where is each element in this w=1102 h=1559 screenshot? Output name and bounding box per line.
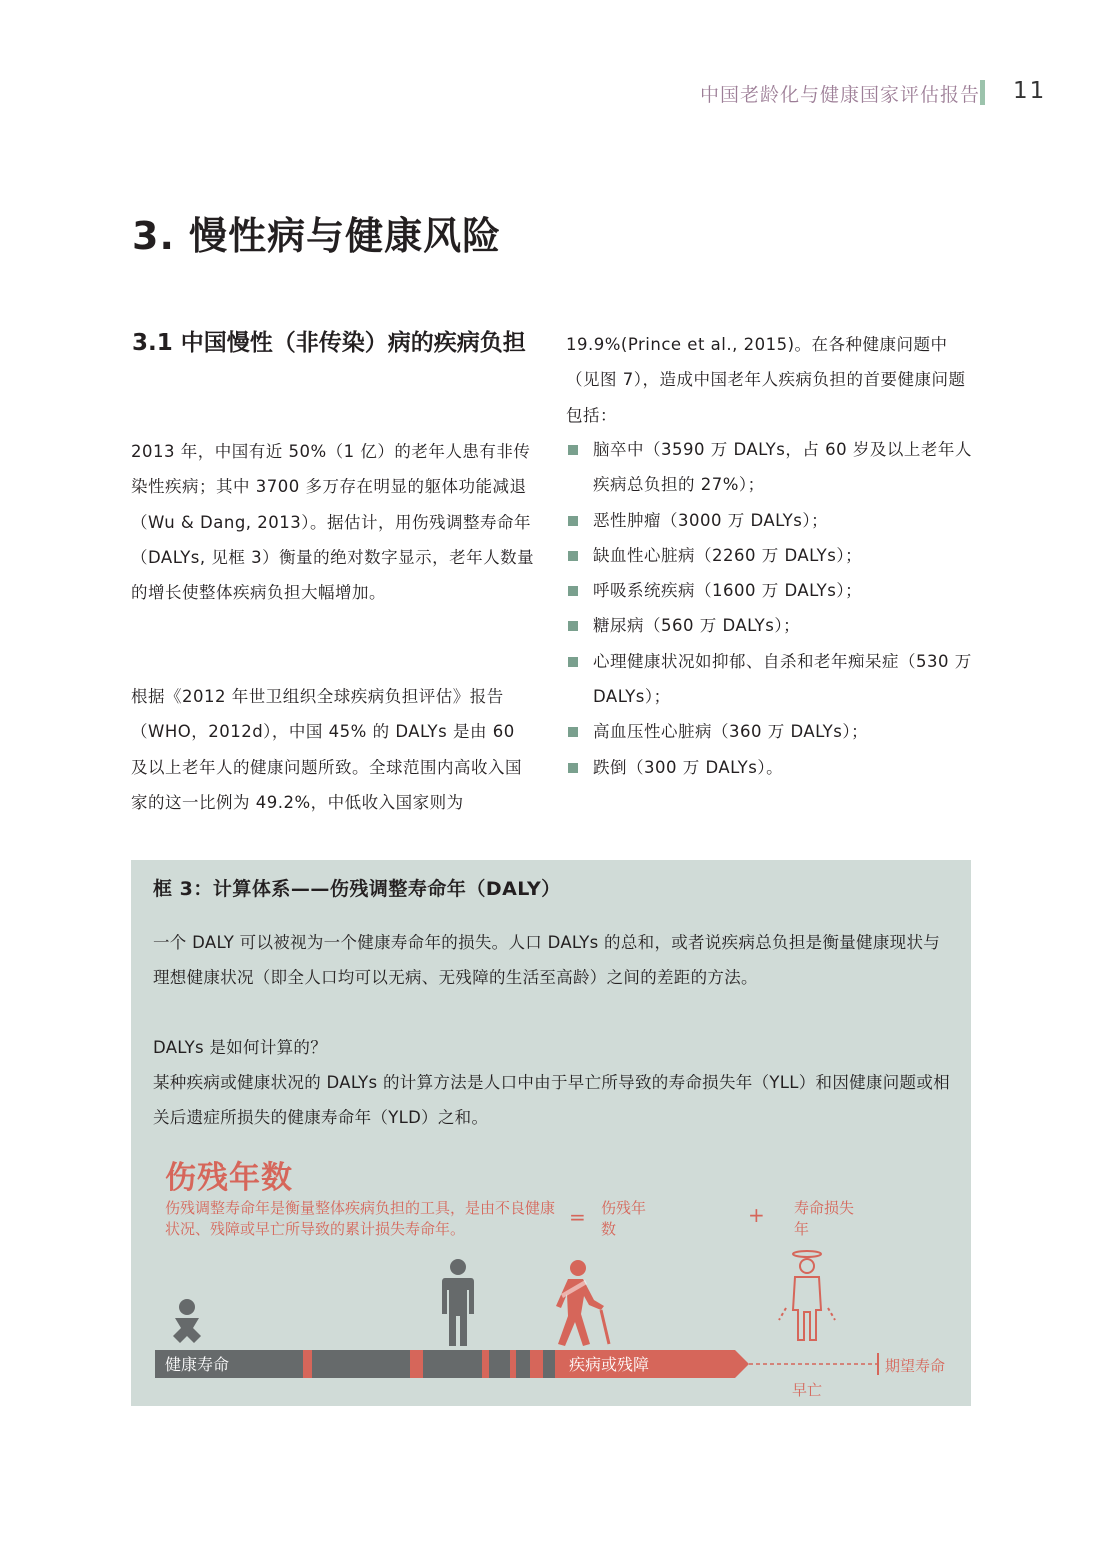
life-course-diagram xyxy=(131,1250,971,1406)
baby-icon xyxy=(173,1299,201,1343)
bullet-square-icon xyxy=(568,445,578,455)
infographic-description: 伤残调整寿命年是衡量整体疾病负担的工具，是由不良健康状况、残障或早亡所导致的累计损失寿命年。 xyxy=(165,1199,556,1238)
list-item: 心理健康状况如抑郁、自杀和老年痴呆症（530 万 DALYs）； xyxy=(566,644,976,715)
list-item: 呼吸系统疾病（1600 万 DALYs）； xyxy=(566,573,976,608)
illness-stripe xyxy=(410,1350,423,1378)
page-number: 11 xyxy=(1013,78,1047,104)
list-item: 恶性肿瘤（3000 万 DALYs）； xyxy=(566,503,976,538)
illness-stripe xyxy=(482,1350,489,1378)
illness-stripe xyxy=(510,1350,516,1378)
paragraph-2: 根据《2012 年世卫组织全球疾病负担评估》报告（WHO，2012d），中国 45% 的 DALYs 是由 60 及以上老年人的健康问题所致。全球范围内高收入国家的这一比例为 49.2%，中低收入国家则为 xyxy=(131,687,522,812)
health-problem-list xyxy=(566,432,976,785)
bullet-square-icon xyxy=(568,621,578,631)
list-item: 跌倒（300 万 DALYs）。 xyxy=(566,750,976,785)
paragraph-1: 2013 年，中国有近 50%（1 亿）的老年人患有非传染性疾病；其中 3700 多万存在明显的躯体功能减退（Wu & Dang, 2013）。据估计，用伤残调整寿命年（DALYs, 见框 3）衡量的绝对数字显示，老年人数量的增长使整体疾病负担大幅增加。 xyxy=(131,442,535,603)
list-item: 脑卒中（3590 万 DALYs，占 60 岁及以上老年人疾病总负担的 27%）； xyxy=(566,432,976,503)
running-header-title: 中国老龄化与健康国家评估报告 xyxy=(700,84,981,106)
illness-stripe xyxy=(530,1350,543,1378)
illness-stripe xyxy=(303,1350,312,1378)
bullet-square-icon xyxy=(568,516,578,526)
header-divider xyxy=(980,80,985,105)
list-item: 缺血性心脏病（2260 万 DALYs）； xyxy=(566,538,976,573)
halo-person-icon xyxy=(779,1251,835,1340)
bullet-square-icon xyxy=(568,657,578,667)
bullet-square-icon xyxy=(568,586,578,596)
bullet-square-icon xyxy=(568,551,578,561)
list-item: 糖尿病（560 万 DALYs）； xyxy=(566,608,976,643)
box-paragraph-1: 一个 DALY 可以被视为一个健康寿命年的损失。人口 DALYs 的总和，或者说疾病总负担是衡量健康现状与理想健康状况（即全人口均可以无病、无残障的生活至高龄）之间的差距的方法。 xyxy=(153,933,941,988)
plus-sign: + xyxy=(748,1203,765,1227)
life-expectancy-label: 期望寿命 xyxy=(885,1357,946,1375)
equals-sign: = xyxy=(569,1205,586,1229)
bullet-square-icon xyxy=(568,727,578,737)
yll-label: 寿命损失年 xyxy=(794,1199,855,1238)
daly-info-box xyxy=(131,860,971,1406)
paragraph-3: 19.9%(Prince et al., 2015)。在各种健康问题中（见图 7），造成中国老年人疾病负担的首要健康问题包括： xyxy=(566,335,966,425)
box-question: DALYs 是如何计算的？ xyxy=(153,1038,328,1057)
disease-label: 疾病或残障 xyxy=(569,1355,650,1374)
healthy-life-label: 健康寿命 xyxy=(165,1355,230,1374)
adult-icon xyxy=(442,1259,474,1346)
early-death-label: 早亡 xyxy=(792,1381,823,1399)
box-title: 框 3：计算体系——伤残调整寿命年（DALY） xyxy=(153,878,561,900)
infographic-title: 伤残年数 xyxy=(165,1160,293,1196)
section-title: 3.1 中国慢性（非传染）病的疾病负担 xyxy=(132,330,526,356)
list-item: 高血压性心脏病（360 万 DALYs）； xyxy=(566,714,976,749)
bullet-square-icon xyxy=(568,763,578,773)
injured-person-icon xyxy=(556,1260,609,1346)
box-paragraph-2: 某种疾病或健康状况的 DALYs 的计算方法是人口中由于早亡所导致的寿命损失年（YLL）和因健康问题或相关后遗症所损失的健康寿命年（YLD）之和。 xyxy=(153,1073,950,1128)
chapter-title: 3. 慢性病与健康风险 xyxy=(132,214,502,258)
yld-label: 伤残年数 xyxy=(601,1199,647,1238)
